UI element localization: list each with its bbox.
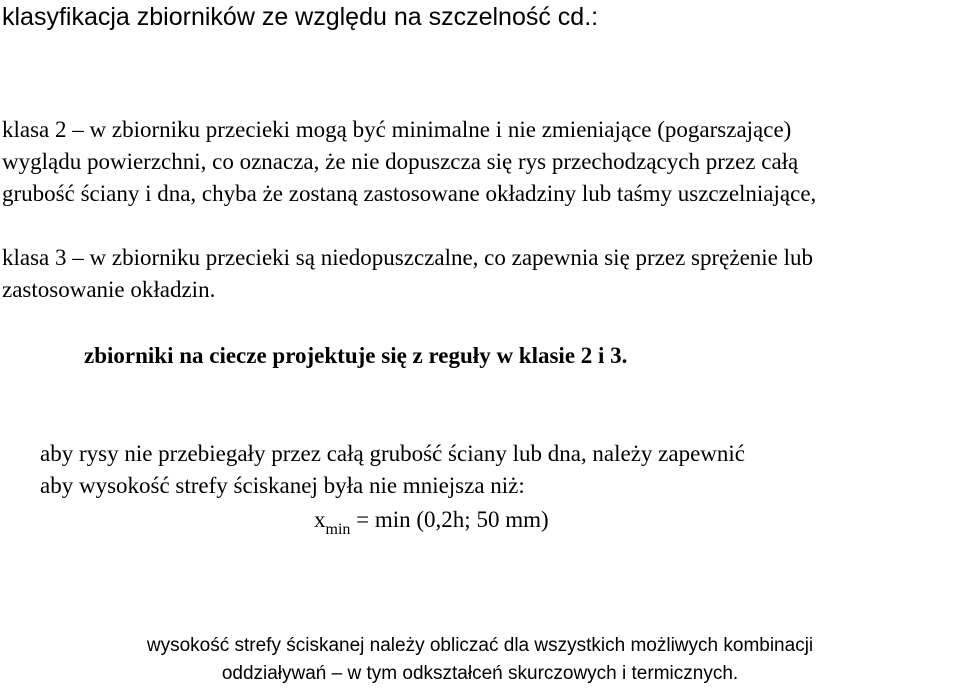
paragraph-line: wyglądu powierzchni, co oznacza, że nie dopuszcza się rys przechodzących przez całą xyxy=(2,149,799,174)
paragraph-line: grubość ściany i dna, chyba że zostaną zastosowane okładziny lub taśmy uszczelniające, xyxy=(2,181,817,206)
paragraph-line: zastosowanie okładzin. xyxy=(2,277,216,302)
paragraph-line: oddziaływań – w tym odkształceń skurczowych i termicznych. xyxy=(221,663,739,684)
formula-x-min xyxy=(314,504,549,546)
paragraph-line: aby rysy nie przebiegały przez całą grubość ściany lub dna, należy zapewnić xyxy=(40,441,746,466)
page-title: klasyfikacja zbiorników ze względu na szczelność cd.: xyxy=(2,3,599,31)
paragraph-klasa-2 xyxy=(2,114,816,210)
paragraph-line: klasa 3 – w zbiorniku przecieki są niedopuszczalne, co zapewnia się przez sprężenie lub xyxy=(2,245,814,270)
formula-expression: = min (0,2h; 50 mm) xyxy=(356,507,549,532)
formula-subscript: min xyxy=(325,521,351,538)
paragraph-line: aby wysokość strefy ściskanej była nie mniejsza niż: xyxy=(40,473,525,498)
paragraph-line: wysokość strefy ściskanej należy obliczać dla wszystkich możliwych kombinacji xyxy=(146,635,814,656)
paragraph-line: klasa 2 – w zbiorniku przecieki mogą być minimalne i nie zmieniające (pogarszające) xyxy=(2,117,792,142)
design-rule-statement: zbiorniki na ciecze projektuje się z reguły w klasie 2 i 3. xyxy=(84,343,628,368)
paragraph-crack-requirement xyxy=(40,438,745,502)
paragraph-klasa-3 xyxy=(2,242,813,306)
formula-symbol: x xyxy=(314,507,326,532)
paragraph-combination-note xyxy=(0,632,960,688)
